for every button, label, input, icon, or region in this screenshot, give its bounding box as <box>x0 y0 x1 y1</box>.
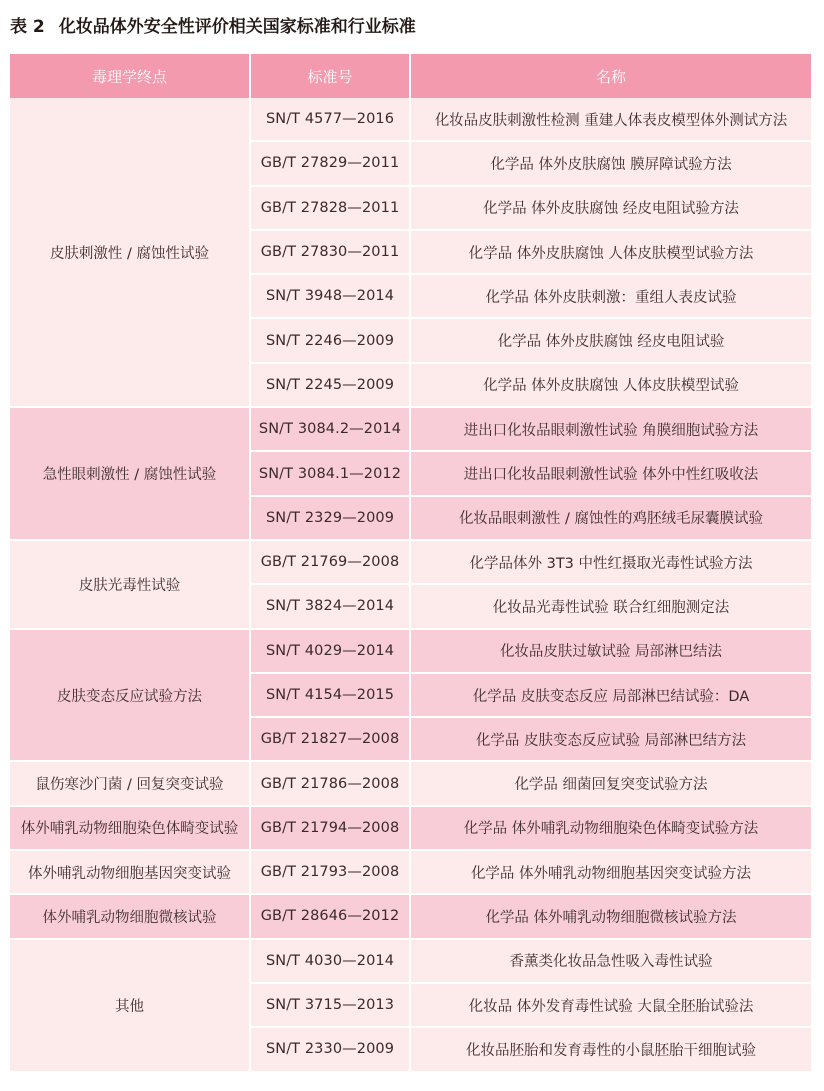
table-header <box>10 54 811 98</box>
table-row <box>10 894 811 938</box>
standard-number-cell: SN/T 3715—2013 <box>250 983 410 1027</box>
endpoint-cell: 体外哺乳动物细胞染色体畸变试验 <box>10 806 250 850</box>
header-standard-number: 标准号 <box>250 54 410 98</box>
standard-number-cell: GB/T 28646—2012 <box>250 894 410 938</box>
standard-name-cell: 化学品 体外哺乳动物细胞染色体畸变试验方法 <box>410 806 811 850</box>
table-row <box>10 761 811 805</box>
standard-name-cell: 化妆品皮肤刺激性检测 重建人体表皮模型体外测试方法 <box>410 98 811 141</box>
standard-name-cell: 化妆品 体外发育毒性试验 大鼠全胚胎试验法 <box>410 983 811 1027</box>
standard-number-cell: SN/T 4029—2014 <box>250 629 410 673</box>
table-row <box>10 540 811 584</box>
standard-name-cell: 化学品体外 3T3 中性红摄取光毒性试验方法 <box>410 540 811 584</box>
standard-name-cell: 化学品 体外皮肤刺激：重组人表皮试验 <box>410 274 811 318</box>
standard-number-cell: SN/T 3824—2014 <box>250 584 410 628</box>
standard-number-cell: SN/T 4030—2014 <box>250 939 410 983</box>
standard-number-cell: SN/T 3084.1—2012 <box>250 451 410 495</box>
standard-name-cell: 化学品 体外哺乳动物细胞基因突变试验方法 <box>410 850 811 894</box>
table-row <box>10 939 811 983</box>
standard-name-cell: 化学品 体外皮肤腐蚀 人体皮肤模型试验 <box>410 363 811 407</box>
standard-number-cell: SN/T 2329—2009 <box>250 496 410 540</box>
endpoint-cell: 皮肤刺激性 / 腐蚀性试验 <box>10 98 250 407</box>
endpoint-cell: 体外哺乳动物细胞微核试验 <box>10 894 250 938</box>
standard-name-cell: 化学品 体外皮肤腐蚀 经皮电阻试验 <box>410 318 811 362</box>
standard-number-cell: SN/T 3948—2014 <box>250 274 410 318</box>
standard-number-cell: GB/T 21769—2008 <box>250 540 410 584</box>
standard-number-cell: GB/T 27829—2011 <box>250 141 410 185</box>
standard-number-cell: GB/T 27828—2011 <box>250 186 410 230</box>
standard-number-cell: GB/T 21793—2008 <box>250 850 410 894</box>
endpoint-cell: 急性眼刺激性 / 腐蚀性试验 <box>10 407 250 540</box>
table-number: 表 2 <box>10 17 45 37</box>
table-row <box>10 629 811 673</box>
standard-name-cell: 化妆品光毒性试验 联合红细胞测定法 <box>410 584 811 628</box>
table-body <box>10 98 811 1072</box>
table-row <box>10 98 811 141</box>
standard-number-cell: SN/T 3084.2—2014 <box>250 407 410 451</box>
standard-number-cell: SN/T 4577—2016 <box>250 98 410 141</box>
table-title: 化妆品体外安全性评价相关国家标准和行业标准 <box>58 17 416 37</box>
standard-number-cell: GB/T 21794—2008 <box>250 806 410 850</box>
standard-name-cell: 化学品 皮肤变态反应 局部淋巴结试验：DA <box>410 673 811 717</box>
standard-name-cell: 化学品 体外哺乳动物细胞微核试验方法 <box>410 894 811 938</box>
table-caption <box>10 12 416 42</box>
standard-number-cell: GB/T 27830—2011 <box>250 230 410 274</box>
endpoint-cell: 皮肤光毒性试验 <box>10 540 250 629</box>
standards-table <box>10 54 811 1073</box>
standard-number-cell: SN/T 2246—2009 <box>250 318 410 362</box>
standard-name-cell: 化学品 体外皮肤腐蚀 经皮电阻试验方法 <box>410 186 811 230</box>
table-row <box>10 850 811 894</box>
standard-name-cell: 化学品 体外皮肤腐蚀 人体皮肤模型试验方法 <box>410 230 811 274</box>
standard-name-cell: 香薰类化妆品急性吸入毒性试验 <box>410 939 811 983</box>
table-row <box>10 407 811 451</box>
standard-number-cell: GB/T 21786—2008 <box>250 761 410 805</box>
standard-name-cell: 化妆品胚胎和发育毒性的小鼠胚胎干细胞试验 <box>410 1027 811 1071</box>
standard-name-cell: 进出口化妆品眼刺激性试验 体外中性红吸收法 <box>410 451 811 495</box>
standard-name-cell: 化妆品眼刺激性 / 腐蚀性的鸡胚绒毛尿囊膜试验 <box>410 496 811 540</box>
endpoint-cell: 其他 <box>10 939 250 1072</box>
standard-name-cell: 化妆品皮肤过敏试验 局部淋巴结法 <box>410 629 811 673</box>
standard-number-cell: SN/T 2330—2009 <box>250 1027 410 1071</box>
standard-number-cell: SN/T 2245—2009 <box>250 363 410 407</box>
table-row <box>10 806 811 850</box>
standard-name-cell: 化学品 细菌回复突变试验方法 <box>410 761 811 805</box>
endpoint-cell: 体外哺乳动物细胞基因突变试验 <box>10 850 250 894</box>
header-row <box>10 54 811 98</box>
header-name: 名称 <box>410 54 811 98</box>
standard-name-cell: 化学品 体外皮肤腐蚀 膜屏障试验方法 <box>410 141 811 185</box>
standard-number-cell: GB/T 21827—2008 <box>250 717 410 761</box>
standard-name-cell: 化学品 皮肤变态反应试验 局部淋巴结方法 <box>410 717 811 761</box>
endpoint-cell: 皮肤变态反应试验方法 <box>10 629 250 762</box>
standard-name-cell: 进出口化妆品眼刺激性试验 角膜细胞试验方法 <box>410 407 811 451</box>
standard-number-cell: SN/T 4154—2015 <box>250 673 410 717</box>
header-endpoint: 毒理学终点 <box>10 54 250 98</box>
endpoint-cell: 鼠伤寒沙门菌 / 回复突变试验 <box>10 761 250 805</box>
